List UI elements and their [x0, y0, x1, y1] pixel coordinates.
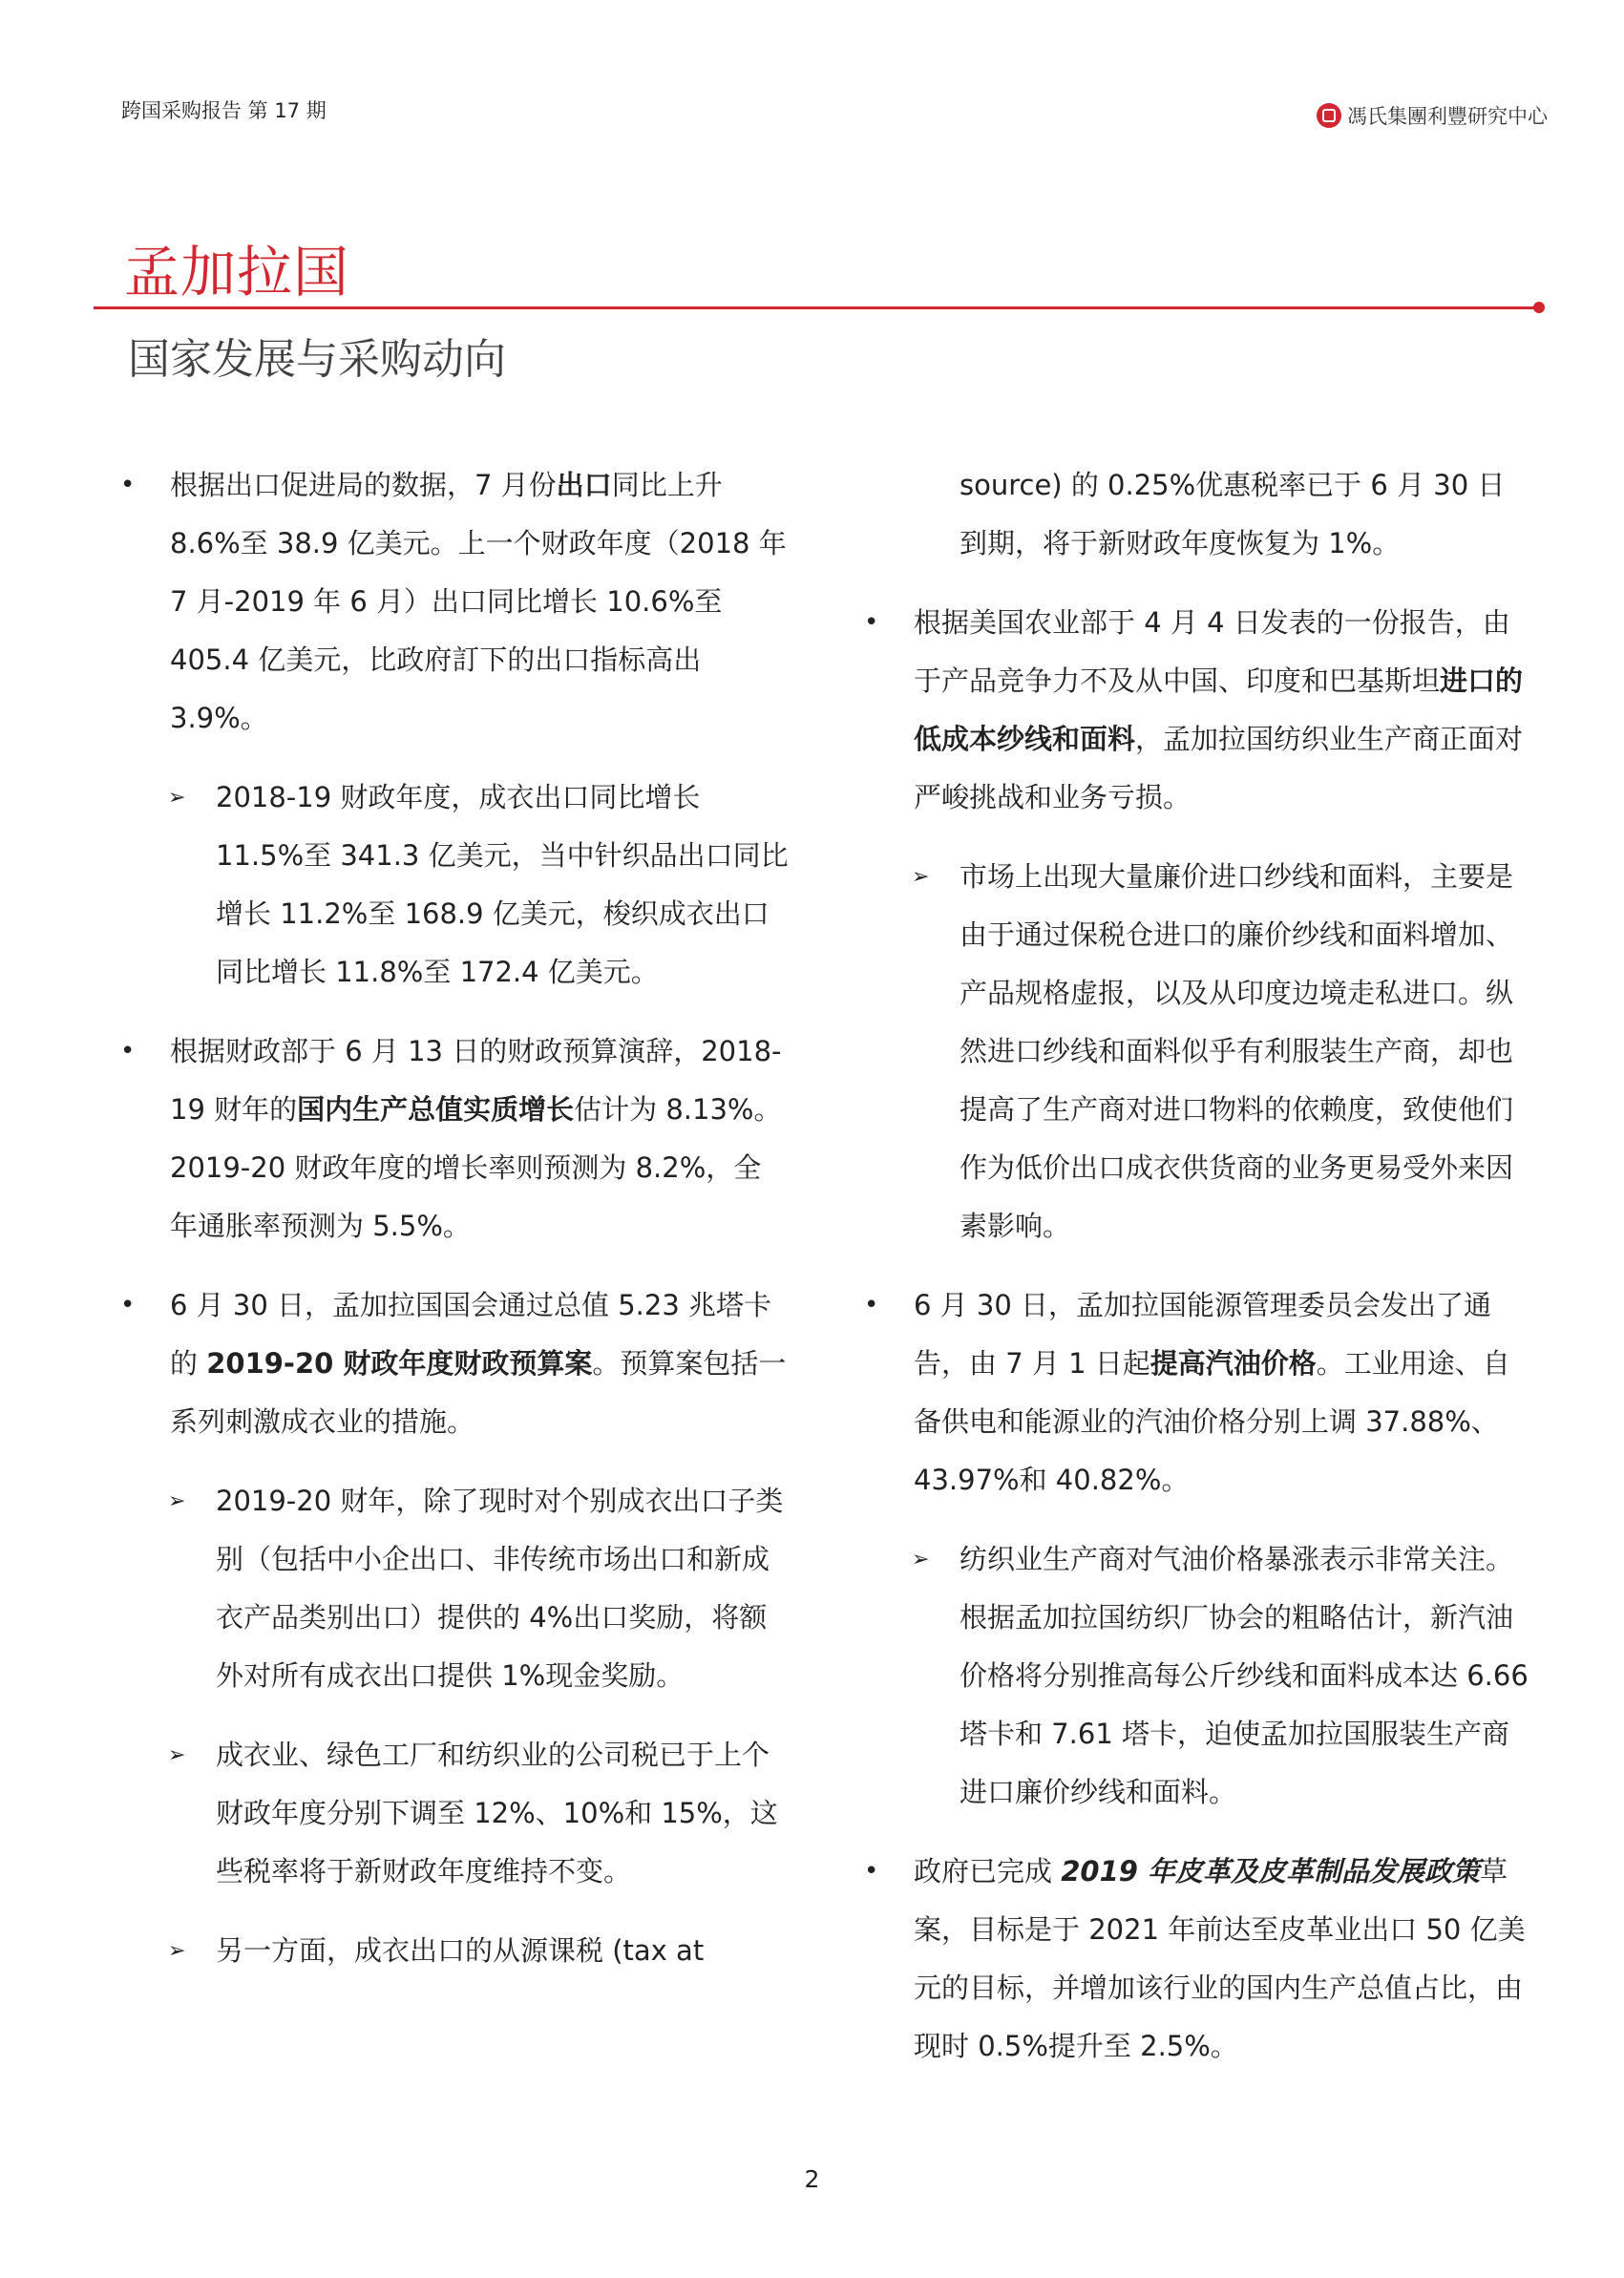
arrow-marker: ➢: [912, 865, 930, 889]
bullet-budget: • 6 月 30 日，孟加拉国国会通过总值 5.23 兆塔卡的 2019-20 财政年度财政预算案。预算案包括一系列刺激成衣业的措施。: [120, 1276, 789, 1451]
bullet-exports: • 根据出口促进局的数据，7 月份出口同比上升 8.6%至 38.9 亿美元。上一个财政年度（2018 年 7 月-2019 年 6 月）出口同比增长 10.6%至 405.4 亿美元，比政府訂下的出口指标高出 3.9%。: [120, 456, 789, 748]
organization-logo-icon: [1317, 103, 1341, 128]
arrow-marker: ➢: [168, 1939, 186, 1963]
bullet-marker: •: [120, 471, 136, 499]
bullet-marker: •: [864, 608, 879, 637]
bullet-fuel-price: • 6 月 30 日，孟加拉国能源管理委员会发出了通告，由 7 月 1 日起提高汽油价格。工业用途、自备供电和能源业的汽油价格分别上调 37.88%、43.97%和 40.82%。: [864, 1276, 1532, 1509]
left-column: [120, 456, 789, 2001]
section-title: 孟加拉国: [124, 240, 350, 305]
sub-bullet-textile-concern: ➢ 纺织业生产商对气油价格暴涨表示非常关注。根据孟加拉国纺织厂协会的粗略估计，新汽油价格将分别推高每公斤纱线和面料成本达 6.66 塔卡和 7.61 塔卡，迫使孟加拉国服装生产商进口廉价纱线和面料。: [864, 1530, 1532, 1822]
source-tax-continuation: source) 的 0.25%优惠税率已于 6 月 30 日到期，将于新财政年度恢复为 1%。: [960, 469, 1506, 559]
bullet-gdp: • 根据财政部于 6 月 13 日的财政预算演辞，2018-19 财年的国内生产总值实质增长估计为 8.13%。2019-20 财政年度的增长率则预测为 8.2%，全年通胀率预测为 5.5%。: [120, 1023, 789, 1255]
bullet-marker: •: [864, 1291, 879, 1319]
sub-bullet-garment-exports: ➢ 2018-19 财政年度，成衣出口同比增长 11.5%至 341.3 亿美元，当中针织品出口同比增长 11.2%至 168.9 亿美元，梭织成衣出口同比增长 11.8%至 172.4 亿美元。: [120, 769, 789, 1002]
sub-bullet-corporate-tax: ➢ 成衣业、绿色工厂和纺织业的公司税已于上个财政年度分别下调至 12%、10%和 15%，这些税率将于新财政年度维持不变。: [120, 1726, 789, 1901]
arrow-marker: ➢: [168, 786, 186, 810]
bullet-leather-policy: • 政府已完成 2019 年皮革及皮革制品发展政策草案，目标是于 2021 年前达至皮革业出口 50 亿美元的目标，并增加该行业的国内生产总值占比，由现时 0.5%提升至 2.5%。: [864, 1843, 1532, 2076]
arrow-marker: ➢: [912, 1548, 930, 1571]
report-header-title: 跨国采购报告 第 17 期: [121, 99, 327, 122]
page-number: 2: [804, 2165, 820, 2193]
sub-bullet-source-tax: ➢ 另一方面，成衣出口的从源课税 (tax at: [120, 1922, 789, 1980]
bullet-usda-report: • 根据美国农业部于 4 月 4 日发表的一份报告，由于产品竞争力不及从中国、印度和巴基斯坦进口的低成本纱线和面料，孟加拉国纺织业生产商正面对严峻挑战和业务亏损。: [864, 594, 1532, 827]
bullet-marker: •: [120, 1291, 136, 1319]
sub-bullet-cheap-imports: ➢ 市场上出现大量廉价进口纱线和面料，主要是由于通过保税仓进口的廉价纱线和面料增加、产品规格虚报，以及从印度边境走私进口。纵然进口纱线和面料似乎有利服装生产商，却也提高了生产商对进口物料的依赖度，致使他们作为低价出口成衣供货商的业务更易受外来因素影响。: [864, 848, 1532, 1255]
right-column: [864, 456, 1532, 2097]
organization-header: [1317, 101, 1548, 130]
arrow-marker: ➢: [168, 1743, 186, 1767]
section-subtitle: 国家发展与采购动向: [128, 335, 506, 384]
organization-name: 馮氏集團利豐研究中心: [1347, 105, 1548, 128]
title-divider: [94, 306, 1537, 309]
arrow-marker: ➢: [168, 1489, 186, 1513]
divider-end-dot: [1533, 302, 1545, 313]
sub-bullet-cash-incentive: ➢ 2019-20 财年，除了现时对个别成衣出口子类别（包括中小企出口、非传统市场出口和新成衣产品类别出口）提供的 4%出口奖励，将额外对所有成衣出口提供 1%现金奖励。: [120, 1472, 789, 1705]
bullet-marker: •: [864, 1857, 879, 1886]
bullet-marker: •: [120, 1037, 136, 1065]
